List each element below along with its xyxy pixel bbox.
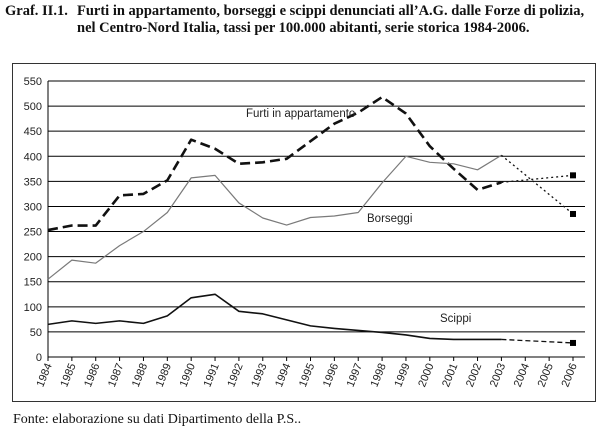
series-label-2: Borseggi <box>367 213 413 225</box>
y-tick-label-100: 100 <box>23 301 42 314</box>
y-tick-label-500: 500 <box>23 101 42 114</box>
y-tick-label-300: 300 <box>23 201 42 214</box>
series-endpoint-marker-3 <box>570 340 576 346</box>
series-projection-3 <box>501 339 573 343</box>
x-tick-label-2006: 2006 <box>559 361 580 389</box>
series-line-2 <box>48 155 501 279</box>
x-tick-label-2005: 2005 <box>535 361 556 389</box>
y-tick-label-550: 550 <box>23 76 42 88</box>
x-tick-label-1994: 1994 <box>273 361 294 389</box>
y-tick-label-50: 50 <box>29 326 42 339</box>
y-tick-label-0: 0 <box>35 352 42 364</box>
source-note: Fonte: elaborazione su dati Dipartimento della P.S.. <box>13 412 302 427</box>
y-axis-ticks <box>24 76 42 364</box>
y-tick-label-150: 150 <box>23 276 42 289</box>
x-tick-label-1993: 1993 <box>249 361 270 389</box>
series-labels <box>246 108 471 325</box>
x-tick-label-1988: 1988 <box>129 361 151 389</box>
figure-title: Furti in appartamento, borseggi e scippi denunciati all’A.G. dalle Forze di polizia, nel Centro-Nord Italia, tassi per 100.000 abitanti, serie storica 1984-2006. <box>77 3 585 36</box>
series-label-3: Scippi <box>440 313 472 325</box>
series-line-3 <box>48 294 501 339</box>
y-tick-label-450: 450 <box>23 126 42 139</box>
x-tick-label-1989: 1989 <box>153 361 175 389</box>
series-endpoint-marker-1 <box>570 172 576 178</box>
series-lines <box>48 97 576 346</box>
series-endpoint-marker-2 <box>570 211 576 217</box>
figure-label: Graf. II.1. <box>5 3 68 19</box>
x-tick-label-2004: 2004 <box>511 361 533 389</box>
x-tick-label-2002: 2002 <box>464 361 485 389</box>
series-projection-2 <box>501 155 573 214</box>
y-tick-label-200: 200 <box>23 251 42 264</box>
x-axis-ticks <box>34 357 579 389</box>
x-tick-label-1995: 1995 <box>296 361 318 389</box>
y-tick-label-350: 350 <box>23 176 42 189</box>
x-tick-label-1984: 1984 <box>34 361 55 389</box>
x-tick-label-1985: 1985 <box>58 361 79 389</box>
x-tick-label-1990: 1990 <box>177 361 198 389</box>
x-tick-label-1992: 1992 <box>225 361 246 389</box>
x-tick-label-1986: 1986 <box>82 361 103 389</box>
x-tick-label-2000: 2000 <box>416 361 437 389</box>
y-tick-label-400: 400 <box>23 151 42 164</box>
gridlines <box>48 81 585 357</box>
series-label-1: Furti in appartamento <box>246 108 356 120</box>
x-tick-label-2001: 2001 <box>440 361 461 389</box>
x-tick-label-1991: 1991 <box>201 361 222 389</box>
x-tick-label-1998: 1998 <box>368 361 389 389</box>
x-tick-label-1987: 1987 <box>106 361 127 389</box>
x-tick-label-1996: 1996 <box>320 361 342 389</box>
x-tick-label-1997: 1997 <box>344 361 366 389</box>
x-tick-label-1999: 1999 <box>392 361 413 389</box>
x-tick-label-2003: 2003 <box>487 361 509 389</box>
y-tick-label-250: 250 <box>23 226 42 239</box>
